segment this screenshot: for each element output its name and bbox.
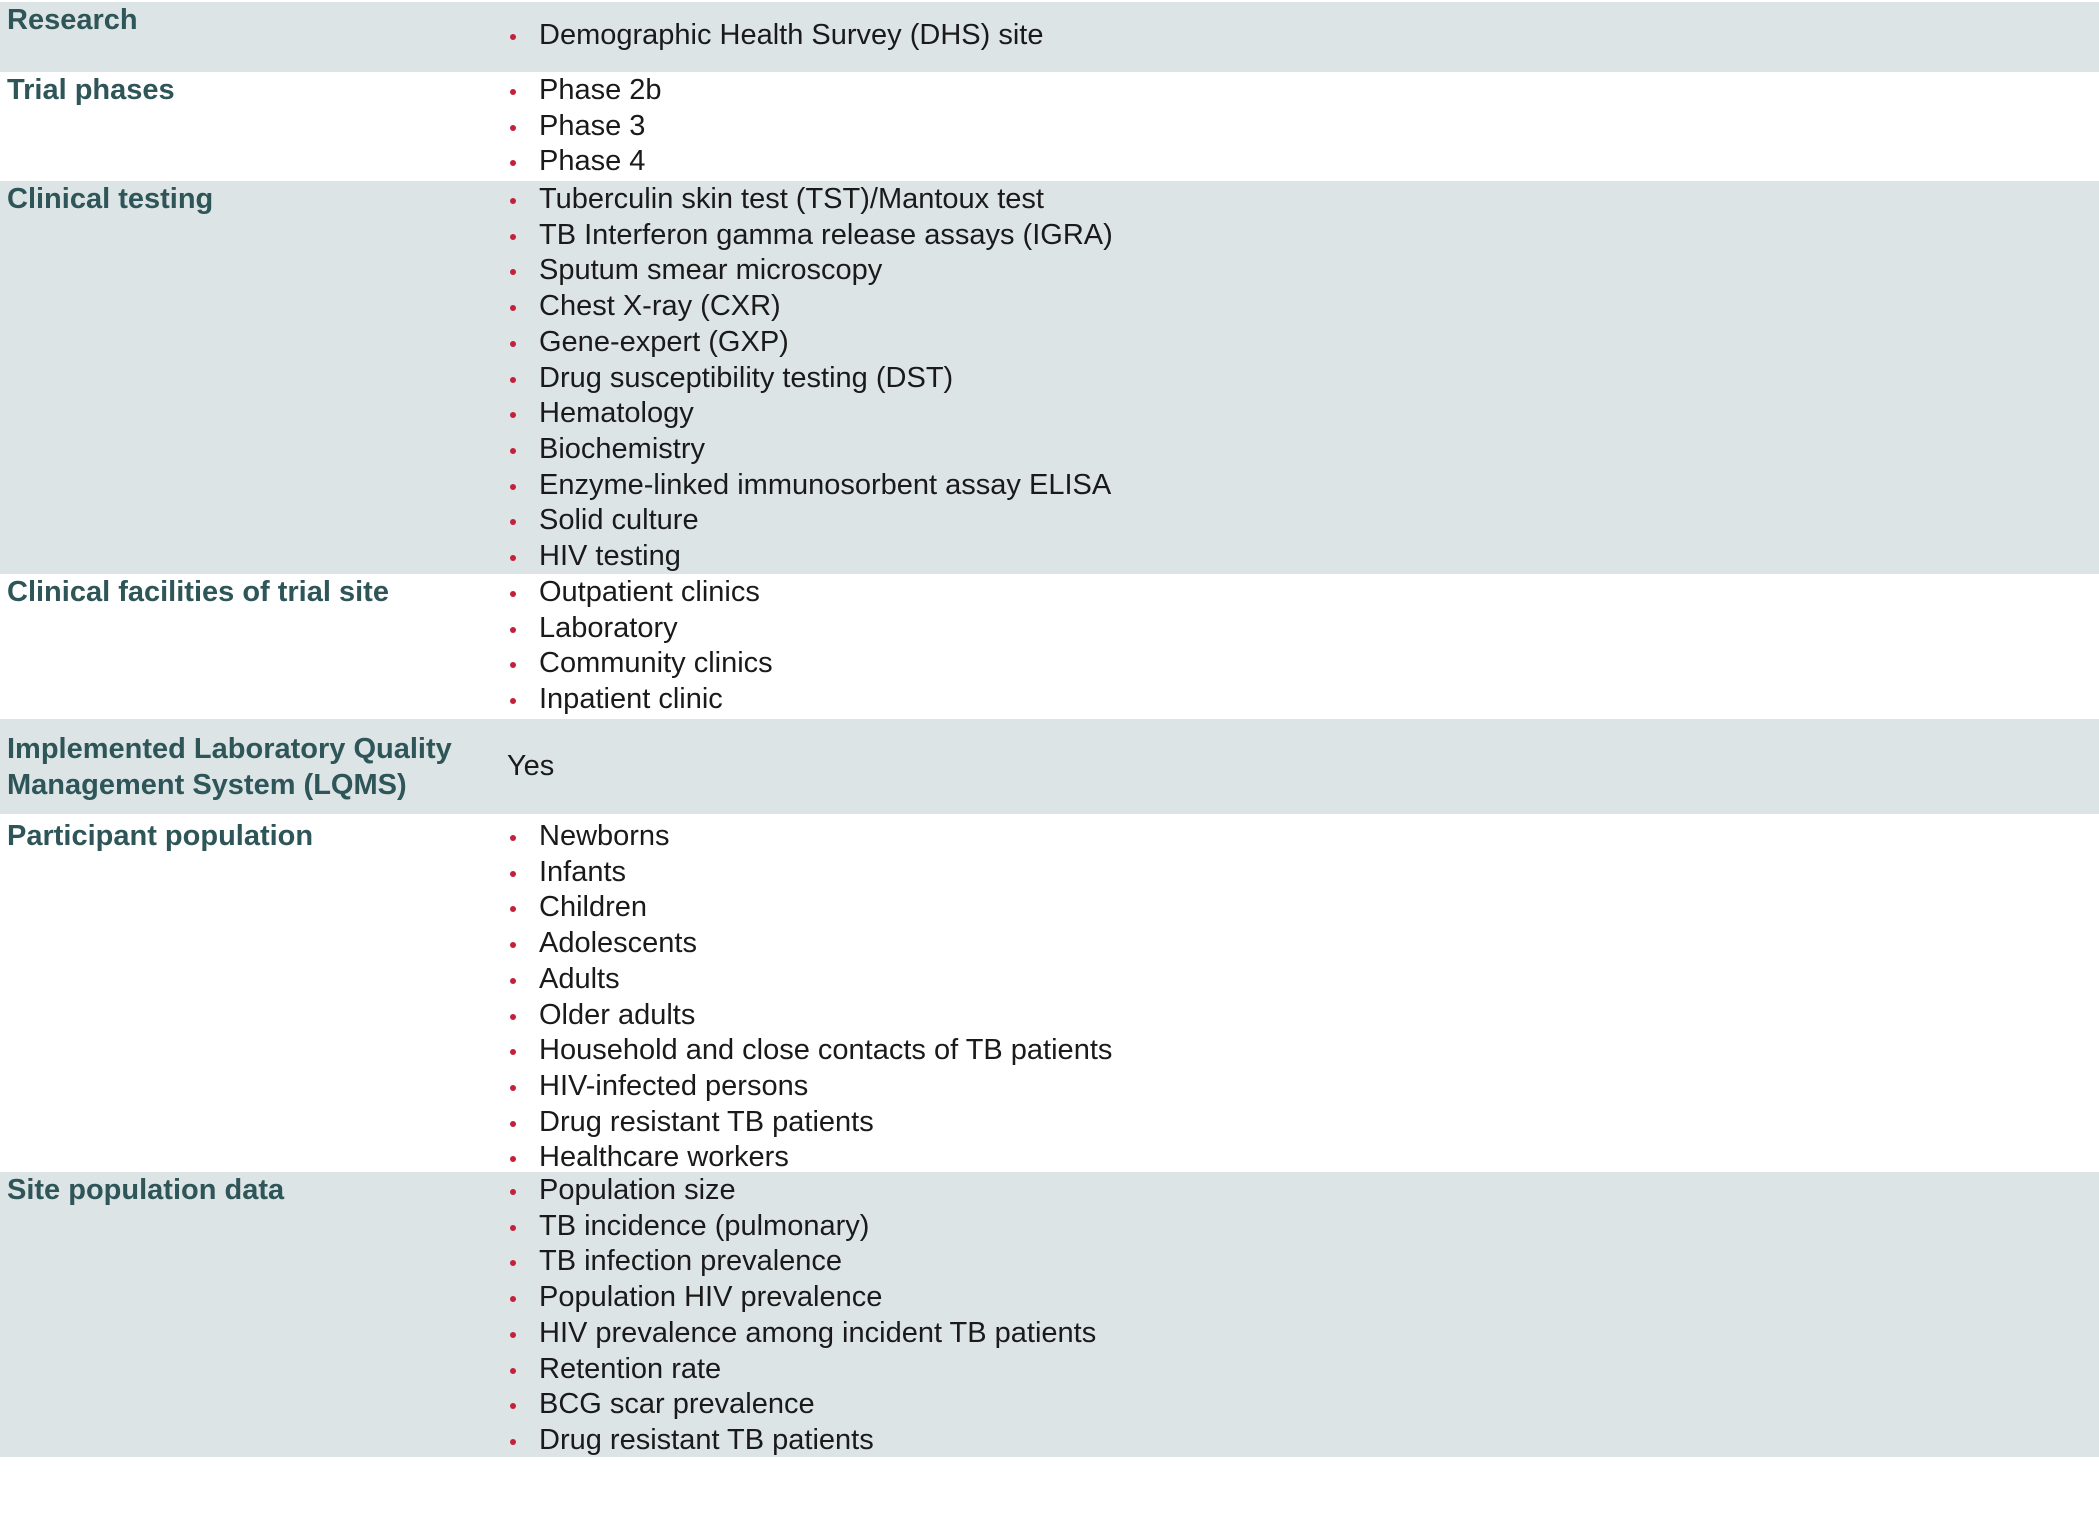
list-item: Retention rate (505, 1352, 2099, 1388)
table-row-clinical-facilities (0, 574, 2099, 719)
list-item: Enzyme-linked immunosorbent assay ELISA (505, 468, 2099, 504)
row-label: Site population data (7, 1174, 285, 1206)
list-item: TB infection prevalence (505, 1244, 2099, 1280)
list-item: Population size (505, 1173, 2099, 1209)
list-item: Phase 3 (505, 109, 2099, 145)
list-item: Drug susceptibility testing (DST) (505, 361, 2099, 397)
list-item: Household and close contacts of TB patients (505, 1033, 2099, 1069)
list-item: BCG scar prevalence (505, 1387, 2099, 1423)
list-item: HIV-infected persons (505, 1069, 2099, 1105)
list-item: Infants (505, 855, 2099, 891)
list-item: Gene-expert (GXP) (505, 325, 2099, 361)
list-item: Older adults (505, 998, 2099, 1034)
list-item: Laboratory (505, 611, 2099, 647)
bullet-list (505, 1173, 2099, 1459)
row-value (505, 181, 2099, 574)
list-item: Solid culture (505, 503, 2099, 539)
bullet-list (505, 575, 2099, 718)
table-row-participant-population (0, 814, 2099, 1172)
list-item: Community clinics (505, 646, 2099, 682)
list-item: Phase 2b (505, 73, 2099, 109)
list-item: Population HIV prevalence (505, 1280, 2099, 1316)
list-item: Children (505, 890, 2099, 926)
row-value (505, 814, 2099, 1172)
list-item: Hematology (505, 396, 2099, 432)
list-item: TB incidence (pulmonary) (505, 1209, 2099, 1245)
row-label: Trial phases (7, 74, 175, 106)
row-value (505, 72, 2099, 181)
row-label: Clinical testing (7, 183, 214, 215)
list-item: Adults (505, 962, 2099, 998)
table-row-lqms (0, 719, 2099, 814)
list-item: Demographic Health Survey (DHS) site (505, 18, 2099, 54)
list-item: Adolescents (505, 926, 2099, 962)
row-label-line: Management System (LQMS) (7, 768, 407, 801)
list-item: Drug resistant TB patients (505, 1105, 2099, 1141)
list-item: HIV prevalence among incident TB patients (505, 1316, 2099, 1352)
list-item: TB Interferon gamma release assays (IGRA) (505, 218, 2099, 254)
table-row-site-population-data (0, 1172, 2099, 1457)
list-item: HIV testing (505, 539, 2099, 575)
row-value: Yes (507, 749, 555, 782)
list-item: Biochemistry (505, 432, 2099, 468)
table-row-trial-phases (0, 72, 2099, 181)
table-row-clinical-testing (0, 181, 2099, 574)
list-item: Phase 4 (505, 144, 2099, 180)
row-label: Clinical facilities of trial site (7, 576, 389, 608)
list-item: Drug resistant TB patients (505, 1423, 2099, 1459)
list-item: Tuberculin skin test (TST)/Mantoux test (505, 182, 2099, 218)
row-value (505, 2, 2099, 72)
list-item: Newborns (505, 819, 2099, 855)
row-value (505, 574, 2099, 719)
table-row-research (0, 2, 2099, 72)
bullet-list (505, 182, 2099, 575)
site-characteristics-table (0, 2, 2099, 1457)
list-item: Healthcare workers (505, 1140, 2099, 1176)
list-item: Chest X-ray (CXR) (505, 289, 2099, 325)
list-item: Sputum smear microscopy (505, 253, 2099, 289)
row-label: Research (7, 4, 138, 36)
row-label (0, 731, 505, 803)
row-label: Participant population (7, 820, 314, 852)
list-item: Outpatient clinics (505, 575, 2099, 611)
row-value (505, 1172, 2099, 1457)
row-label-line: Implemented Laboratory Quality (7, 732, 452, 765)
bullet-list (505, 18, 2099, 54)
list-item: Inpatient clinic (505, 682, 2099, 718)
bullet-list (505, 819, 2099, 1176)
bullet-list (505, 73, 2099, 180)
